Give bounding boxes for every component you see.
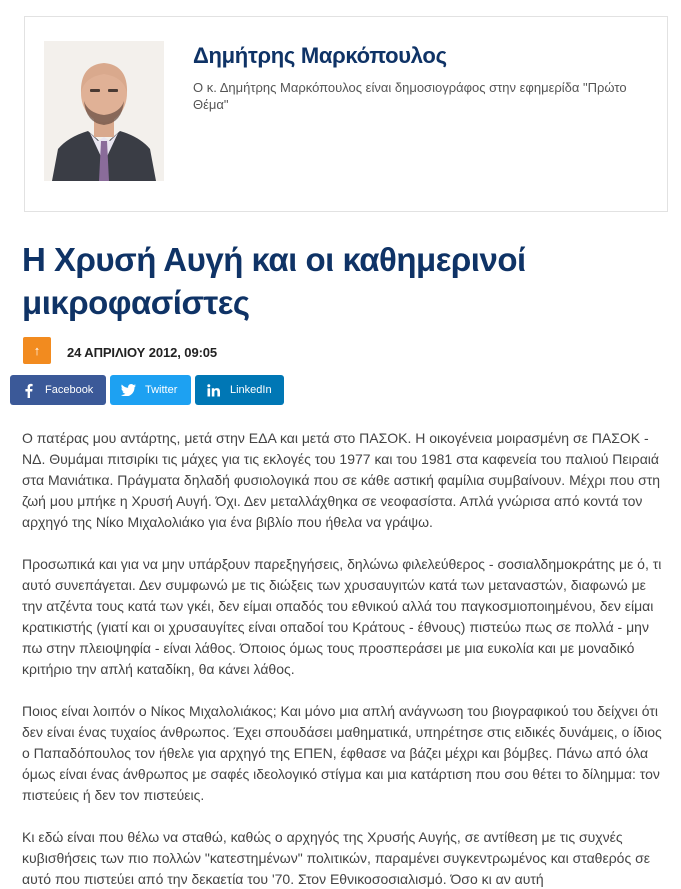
article-paragraph: Προσωπικά και για να μην υπάρξουν παρεξηγήσεις, δηλώνω φιλελεύθερος - σοσιαλδημοκράτης με ό, τι αυτό συνεπάγεται. Δεν συμφωνώ με τις διώξεις των χρυσαυγιτών κατά των μεταναστών, διαφωνώ με την ατζέντα τους κατά των γκέι, δεν είμαι οπαδός του εθνικού αλλά του παγκοσμιοποιημένου, δεν είμαι κρατικιστής (γιατί και οι χρυσαυγίτες είναι οπαδοί του Κράτους - έθνους) πιστεύω πως σε πολλά - μην πω στην πλειοψηφία - είναι λάθος. Όποιος όμως τους προσπεράσει με μια ευκολία και με μοναδικό κριτήριο την απλή καταδίκη, θα κάνει λάθος. <box>22 556 662 677</box>
article-title: Η Χρυσή Αυγή και οι καθημερινοί μικροφασίστες <box>22 241 526 321</box>
author-photo <box>44 41 164 181</box>
article-paragraph: Κι εδώ είναι που θέλω να σταθώ, καθώς ο αρχηγός της Χρυσής Αυγής, σε αντίθεση με τις συχνές κυβισθήσεις των πιο πολλών "κατεστημένων" πολιτικών, παραμένει συγκεντρωμένος και σταθερός σε αυτό που πιστεύει από την δεκαετία του '70. Στον Εθνικοσοσιαλισμό. Όσο κι αν αυτή <box>22 829 650 887</box>
share-facebook-button[interactable] <box>10 375 106 405</box>
author-bio: Ο κ. Δημήτρης Μαρκόπουλος είναι δημοσιογράφος στην εφημερίδα "Πρώτο Θέμα" <box>193 80 627 112</box>
twitter-icon <box>120 382 136 398</box>
arrow-up-icon <box>23 337 51 364</box>
share-linkedin-label: LinkedIn <box>230 384 272 396</box>
share-linkedin-button[interactable] <box>195 375 284 405</box>
author-name[interactable]: Δημήτρης Μαρκόπουλος <box>193 43 447 68</box>
author-box <box>24 16 668 212</box>
share-twitter-label: Twitter <box>145 384 178 396</box>
share-twitter-button[interactable] <box>110 375 191 405</box>
article-body <box>22 428 670 889</box>
article-paragraph: Ο πατέρας μου αντάρτης, μετά στην ΕΔΑ και μετά στο ΠΑΣΟΚ. Η οικογένεια μοιρασμένη σε ΠΑΣΟΚ - ΝΔ. Θυμάμαι πιτσιρίκι τις μάχες για τις εκλογές του 1977 και του 1981 στα καφενεία του παλιού Πειραιά στα Μανιάτικα. Πράγματα δηλαδή φυσιολογικά που σε κάθε αστική φαμίλια συμβαίνουν. Μέχρι που στη ζωή μου μπήκε η Χρυσή Αυγή. Όχι. Δεν μεταλλάχθηκα σε νεοφασίστα. Απλά γνώρισα από κοντά τον αρχηγό της Νίκο Μιχαλολιάκο για ένα βιβλίο που ήθελα να γράψω. <box>22 430 661 530</box>
linkedin-icon <box>205 382 221 398</box>
meta-icon-glyph: ↑ <box>33 343 41 358</box>
article-date: 24 ΑΠΡΙΛΙΟΥ 2012, 09:05 <box>67 345 218 360</box>
author-portrait-image <box>44 41 164 181</box>
share-facebook-label: Facebook <box>45 384 94 396</box>
facebook-icon <box>20 382 36 398</box>
article-paragraph: Ποιος είναι λοιπόν ο Νίκος Μιχαλολιάκος; Και μόνο μια απλή ανάγνωση του βιογραφικού του δείχνει ότι δεν είναι ένας τυχαίος άνθρωπος. Έχει σπουδάσει μαθηματικά, υπηρέτησε στις ειδικές δυνάμεις, ο ίδιος ο Παπαδόπουλος τον ήθελε για αρχηγό της ΕΠΕΝ, έφθασε να βάζει μέχρι και βόμβες. Πάνω από όλα όμως είναι ένας άνθρωπος με σαφές ιδεολογικό στίγμα και μια κατάρτιση που σου θέτει το δίλημμα: τον πιστεύεις ή δεν τον πιστεύεις. <box>22 703 662 803</box>
